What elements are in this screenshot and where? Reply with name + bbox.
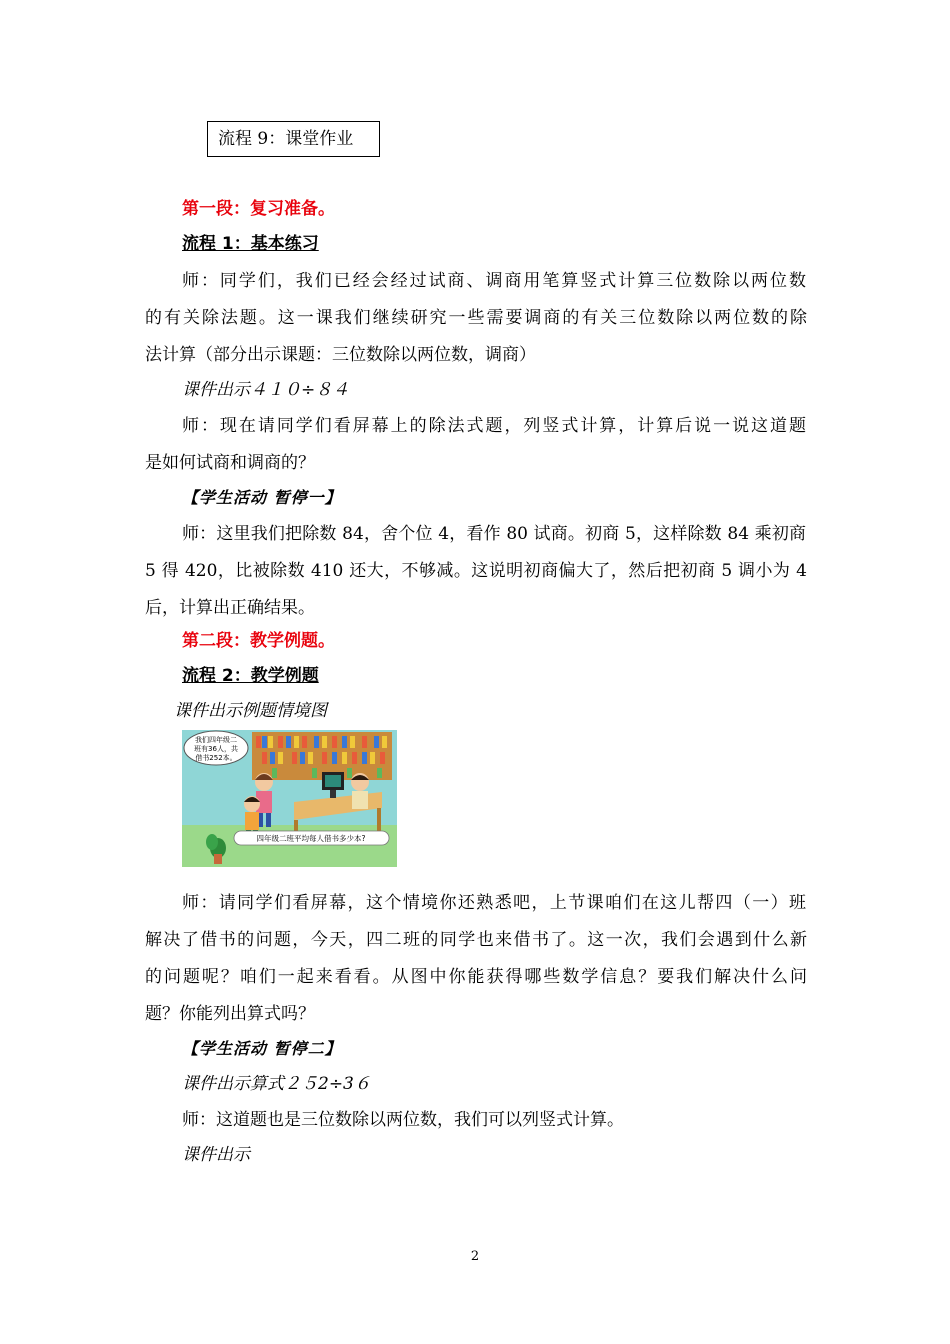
courseware-show-4: 课件出示 [182,1145,250,1165]
para-1-line-1: 师：同学们，我们已经会经过试商、调商用笔算竖式计算三位数除以两位数 [182,271,806,291]
para-3-line-3: 后，计算出正确结果。 [145,598,315,618]
section-1-flow: 流程 1：基本练习 [182,234,319,254]
courseware-show-1: 课件出示４１０÷８４ [182,380,350,400]
para-2-line-1: 师：现在请同学们看屏幕上的除法式题，列竖式计算，计算后说一说这道题 [182,416,806,436]
para-4-line-2: 解决了借书的问题，今天，四二班的同学也来借书了。这一次，我们会遇到什么新 [145,930,807,950]
courseware-show-3: 课件出示算式２５2÷3６ [182,1074,371,1094]
para-4-line-4: 题？你能列出算式吗？ [145,1004,315,1024]
section-1-title: 第一段：复习准备。 [182,199,335,219]
scenario-illustration [182,730,397,867]
student-activity-1: 【学生活动 暂停一】 [182,488,342,507]
page-number: 2 [470,1249,480,1264]
courseware-show-2: 课件出示例题情境图 [174,701,327,721]
bubble-line-2: 班有36人，共 [194,745,238,753]
para-1-line-2: 的有关除法题。这一课我们继续研究一些需要调商的有关三位数除以两位数的除 [145,308,807,328]
para-2-line-2: 是如何试商和调商的？ [145,453,315,473]
bubble-line-3: 借书252本。 [195,754,237,762]
section-2-flow: 流程 2：教学例题 [182,666,319,686]
para-4-line-3: 的问题呢？咱们一起来看看。从图中你能获得哪些数学信息？要我们解决什么问 [145,967,807,987]
para-4-line-1: 师：请同学们看屏幕，这个情境你还熟悉吧，上节课咱们在这儿帮四（一）班 [182,893,806,913]
para-1-line-3: 法计算（部分出示课题：三位数除以两位数，调商） [145,345,536,365]
para-3-line-2: 5 得 420，比被除数 410 还大，不够减。这说明初商偏大了，然后把初商 5 调小为 4 [145,561,807,581]
para-5: 师：这道题也是三位数除以两位数，我们可以列竖式计算。 [182,1110,624,1130]
bubble-line-1: 我们四年级二 [195,736,237,744]
section-2-title: 第二段：教学例题。 [182,631,335,651]
illustration-caption: 四年级二班平均每人借书多少本? [256,834,366,843]
para-3-line-1: 师：这里我们把除数 84，舍个位 4，看作 80 试商。初商 5，这样除数 84 乘初商 [182,524,806,544]
flow-box: 流程 9：课堂作业 [207,121,380,157]
student-activity-2: 【学生活动 暂停二】 [182,1039,342,1058]
